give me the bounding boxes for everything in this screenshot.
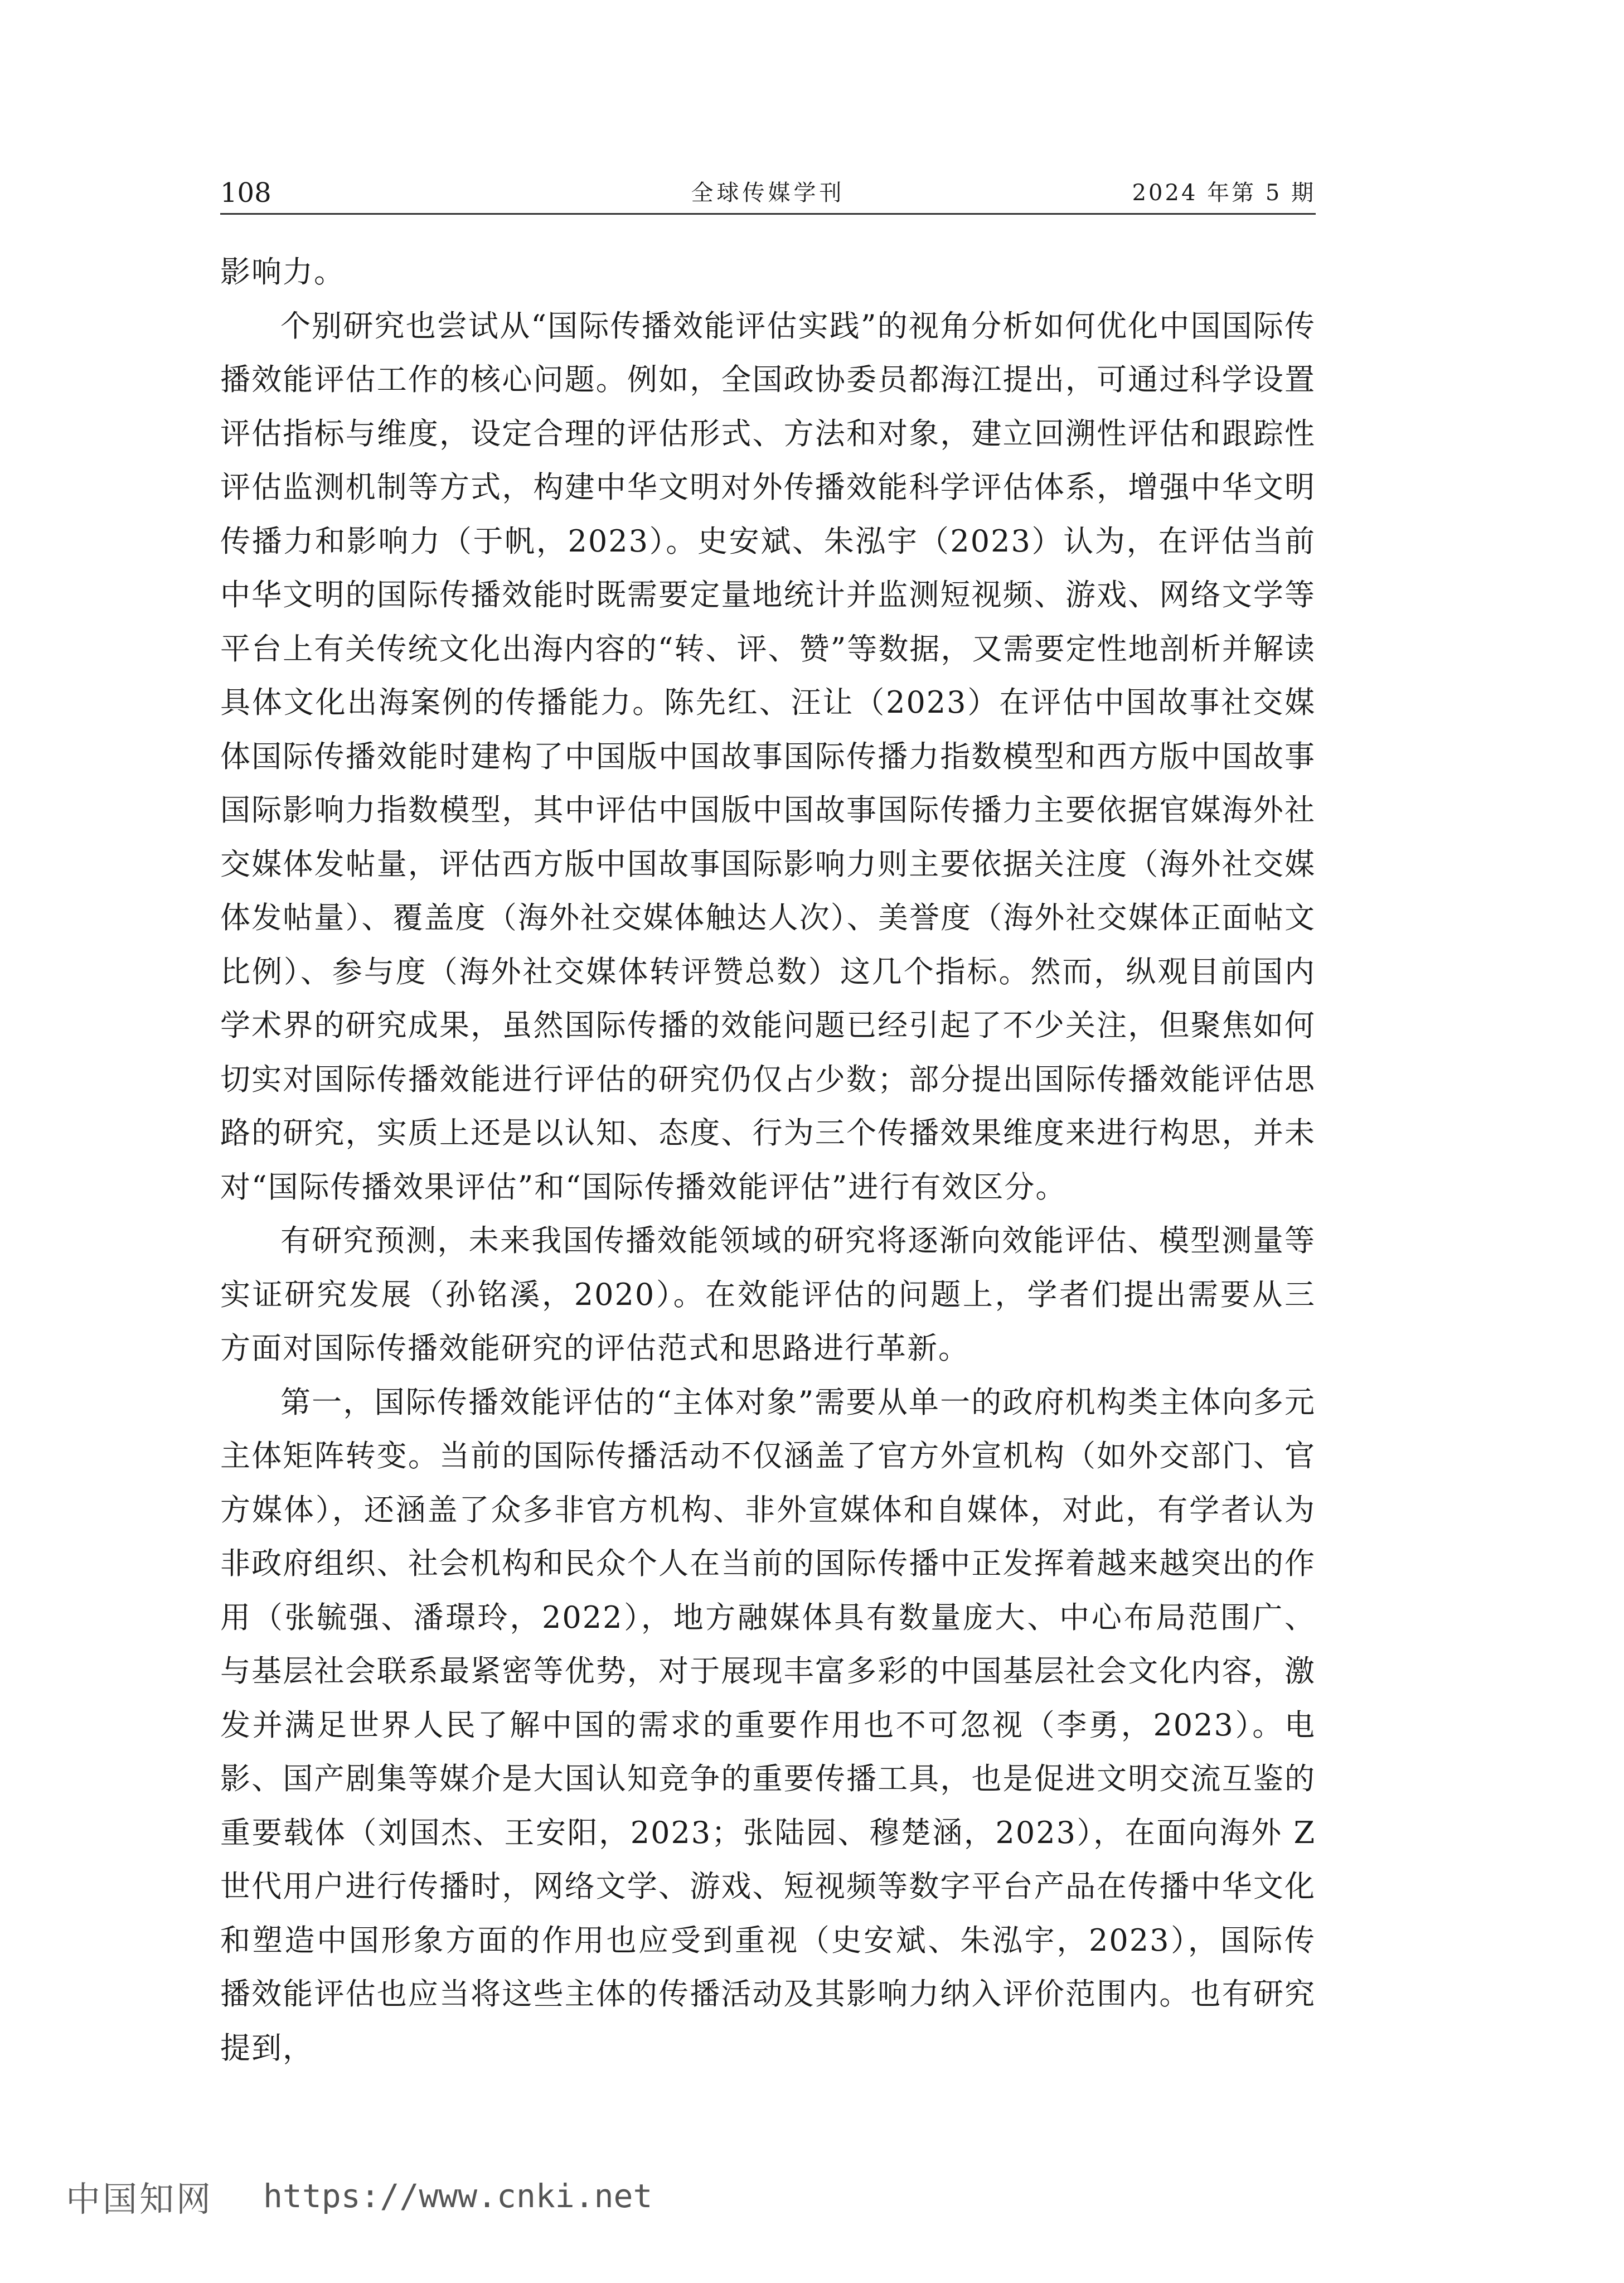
journal-name: 全球传媒学刊 (691, 180, 845, 206)
running-header (220, 176, 1316, 210)
cnki-logo: 中国知网 (66, 2178, 214, 2219)
article-body (220, 245, 1316, 2075)
watermark-footer (66, 2174, 652, 2218)
paragraph: 有研究预测，未来我国传播效能领域的研究将逐渐向效能评估、模型测量等实证研究发展（孙铭溪，2020）。在效能评估的问题上，学者们提出需要从三方面对国际传播效能研究的评估范式和思路进行革新。 (220, 1223, 1316, 1366)
issue-label: 2024 年第 5 期 (1132, 180, 1316, 206)
paragraph: 个别研究也尝试从“国际传播效能评估实践”的视角分析如何优化中国国际传播效能评估工作的核心问题。例如，全国政协委员都海江提出，可通过科学设置评估指标与维度，设定合理的评估形式、方法和对象，建立回溯性评估和跟踪性评估监测机制等方式，构建中华文明对外传播效能科学评估体系，增强中华文明传播力和影响力（于帆，2023）。史安斌、朱泓宇（2023）认为，在评估当前中华文明的国际传播效能时既需要定量地统计并监测短视频、游戏、网络文学等平台上有关传统文化出海内容的“转、评、赞”等数据，又需要定性地剖析并解读具体文化出海案例的传播能力。陈先红、汪让（2023）在评估中国故事社交媒体国际传播效能时建构了中国版中国故事国际传播力指数模型和西方版中国故事国际影响力指数模型，其中评估中国版中国故事国际传播力主要依据官媒海外社交媒体发帖量，评估西方版中国故事国际影响力则主要依据关注度（海外社交媒体发帖量）、覆盖度（海外社交媒体触达人次）、美誉度（海外社交媒体正面帖文比例）、参与度（海外社交媒体转评赞总数）这几个指标。然而，纵观目前国内学术界的研究成果，虽然国际传播的效能问题已经引起了不少关注，但聚焦如何切实对国际传播效能进行评估的研究仍仅占少数；部分提出国际传播效能评估思路的研究，实质上还是以认知、态度、行为三个传播效果维度来进行构思，并未对“国际传播效果评估”和“国际传播效能评估”进行有效区分。 (220, 308, 1316, 1205)
page-number: 108 (220, 177, 272, 209)
cnki-url: https://www.cnki.net (263, 2177, 653, 2215)
header-rule (220, 213, 1316, 215)
paragraph-continuation: 影响力。 (220, 254, 345, 289)
paragraph: 第一，国际传播效能评估的“主体对象”需要从单一的政府机构类主体向多元主体矩阵转变。当前的国际传播活动不仅涵盖了官方外宣机构（如外交部门、官方媒体），还涵盖了众多非官方机构、非外宣媒体和自媒体，对此，有学者认为非政府组织、社会机构和民众个人在当前的国际传播中正发挥着越来越突出的作用（张毓强、潘璟玲，2022），地方融媒体具有数量庞大、中心布局范围广、与基层社会联系最紧密等优势，对于展现丰富多彩的中国基层社会文化内容，激发并满足世界人民了解中国的需求的重要作用也不可忽视（李勇，2023）。电影、国产剧集等媒介是大国认知竞争的重要传播工具，也是促进文明交流互鉴的重要载体（刘国杰、王安阳，2023；张陆园、穆楚涵，2023），在面向海外 Z 世代用户进行传播时，网络文学、游戏、短视频等数字平台产品在传播中华文化和塑造中国形象方面的作用也应受到重视（史安斌、朱泓宇，2023），国际传播效能评估也应当将这些主体的传播活动及其影响力纳入评价范围内。也有研究提到， (220, 1384, 1316, 2066)
